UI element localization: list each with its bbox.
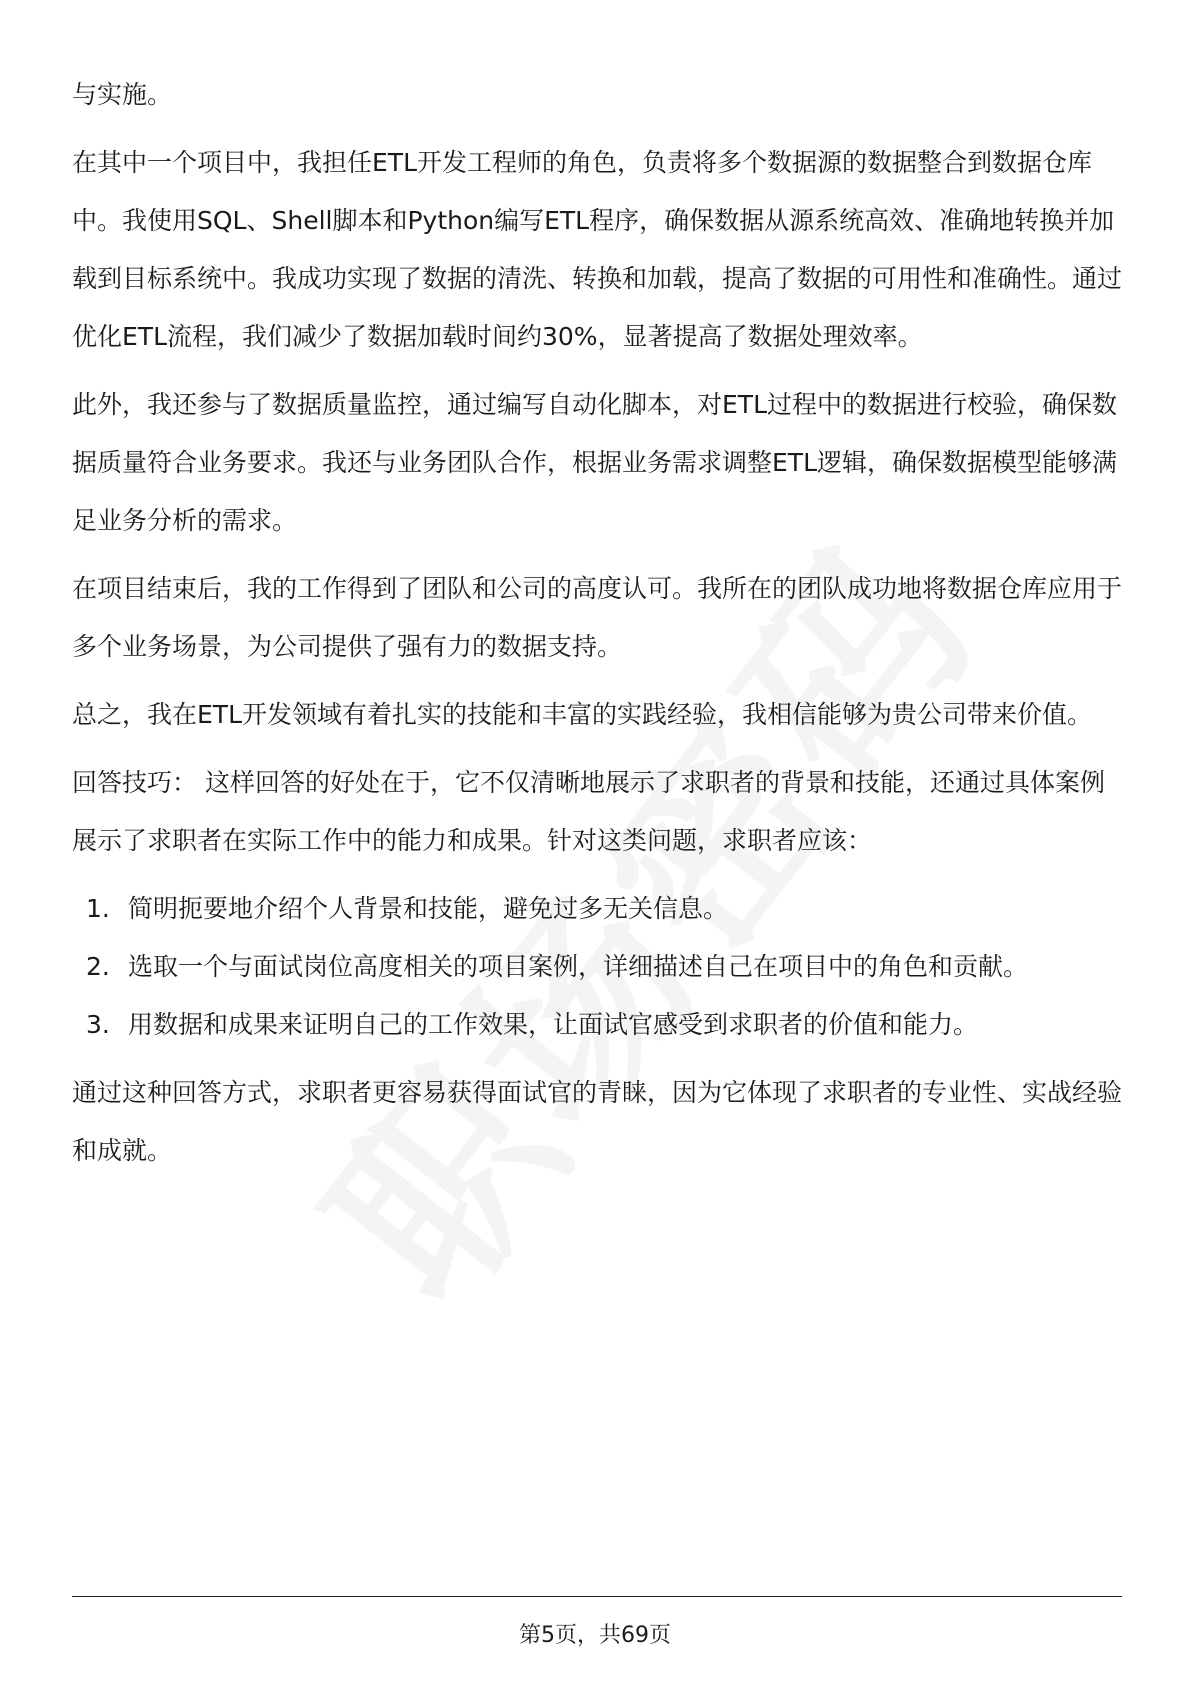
page-number: 第5页，共69页 (519, 1623, 671, 1648)
paragraph-closing: 通过这种回答方式，求职者更容易获得面试官的青睐，因为它体现了求职者的专业性、实战经验和成就。 (72, 1078, 1123, 1165)
list-item (72, 880, 1122, 938)
list-item-text: 用数据和成果来证明自己的工作效果，让面试官感受到求职者的价值和能力。 (128, 1010, 979, 1039)
list-item-text: 简明扼要地介绍个人背景和技能，避免过多无关信息。 (128, 894, 729, 923)
paragraph-continuation: 与实施。 (72, 80, 173, 109)
paragraph-data-quality: 此外，我还参与了数据质量监控，通过编写自动化脚本，对ETL过程中的数据进行校验，确保数据质量符合业务要求。我还与业务团队合作，根据业务需求调整ETL逻辑，确保数据模型能够满足业务分析的需求。 (72, 390, 1117, 535)
list-item (72, 938, 1122, 996)
list-item-number: 1. (86, 894, 110, 923)
list-item-number: 3. (86, 1010, 110, 1039)
page-content (72, 66, 1122, 1190)
footer-divider (72, 1596, 1122, 1597)
list-item-text: 选取一个与面试岗位高度相关的项目案例，详细描述自己在项目中的角色和贡献。 (128, 952, 1029, 981)
list-item-number: 2. (86, 952, 110, 981)
paragraph-summary: 总之，我在ETL开发领域有着扎实的技能和丰富的实践经验，我相信能够为贵公司带来价值。 (72, 700, 1092, 729)
tips-list (72, 880, 1122, 1054)
paragraph-answer-tips: 回答技巧： 这样回答的好处在于，它不仅清晰地展示了求职者的背景和技能，还通过具体案例展示了求职者在实际工作中的能力和成果。针对这类问题，求职者应该： (72, 768, 1105, 855)
paragraph-project-experience: 在其中一个项目中，我担任ETL开发工程师的角色，负责将多个数据源的数据整合到数据仓库中。我使用SQL、Shell脚本和Python编写ETL程序，确保数据从源系统高效、准确地转换并加载到目标系统中。我成功实现了数据的清洗、转换和加载，提高了数据的可用性和准确性。通过优化ETL流程，我们减少了数据加载时间约30%，显著提高了数据处理效率。 (72, 148, 1123, 351)
list-item (72, 996, 1122, 1054)
paragraph-project-result: 在项目结束后，我的工作得到了团队和公司的高度认可。我所在的团队成功地将数据仓库应用于多个业务场景，为公司提供了强有力的数据支持。 (72, 574, 1123, 661)
